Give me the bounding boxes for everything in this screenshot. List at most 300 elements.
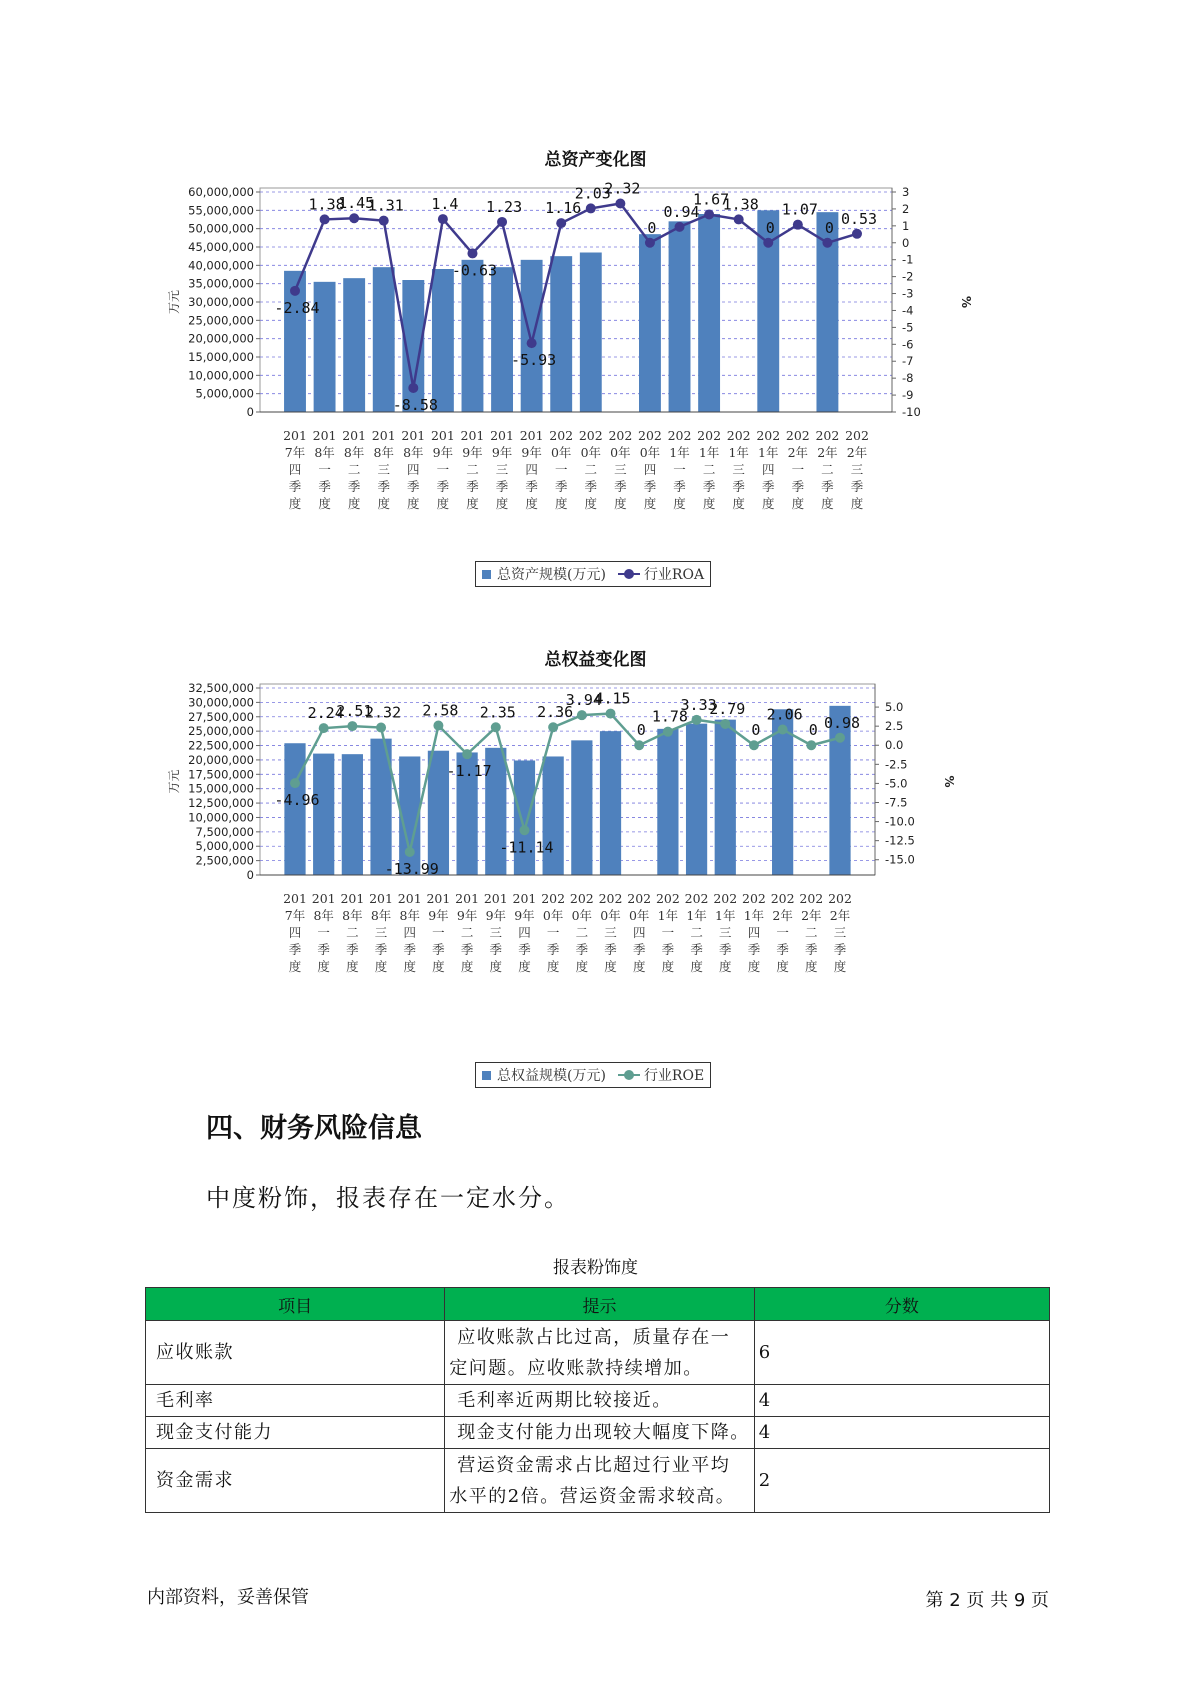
category-label-line: 季 xyxy=(546,942,560,957)
category-label-line: 季 xyxy=(436,479,450,494)
category-label-line: 201 xyxy=(283,428,307,443)
line-point xyxy=(793,220,803,230)
category-label-line: 三 xyxy=(850,462,864,477)
category-label-line: 度 xyxy=(288,959,302,974)
right-tick-label: -1 xyxy=(902,252,914,267)
category-label-line: 1年 xyxy=(743,908,765,923)
category-label-line: 度 xyxy=(584,496,598,511)
category-label-line: 季 xyxy=(805,942,818,957)
category-label-line: 8年 xyxy=(403,445,424,460)
data-label: 2.24 xyxy=(307,704,344,723)
bar xyxy=(432,269,454,412)
category-label-line: 季 xyxy=(604,942,617,957)
right-tick-label: -12.5 xyxy=(885,833,915,848)
right-tick-label: -8 xyxy=(902,371,914,386)
bar-swatch-icon xyxy=(482,570,491,579)
line-point xyxy=(704,210,714,220)
category-label xyxy=(727,428,751,511)
right-tick-label: 3 xyxy=(902,185,910,199)
data-label: 1.67 xyxy=(693,190,730,209)
left-tick-label: 60,000,000 xyxy=(188,185,254,199)
left-axis-title: 万元 xyxy=(167,289,181,315)
category-label-line: 202 xyxy=(655,891,680,906)
line-point xyxy=(852,229,862,239)
category-label-line: 度 xyxy=(377,496,390,511)
category-label-line: 三 xyxy=(833,925,847,940)
line-point xyxy=(763,238,773,248)
right-tick-label: 0.0 xyxy=(885,738,904,753)
category-label-line: 季 xyxy=(432,942,445,957)
data-label: 1.45 xyxy=(338,194,375,213)
total-assets-chart xyxy=(167,179,1040,560)
category-label-line: 度 xyxy=(747,959,761,974)
category-label-line: 度 xyxy=(690,959,703,974)
category-label xyxy=(845,428,869,511)
category-label-line: 季 xyxy=(643,479,657,494)
hint-cell xyxy=(445,1385,755,1417)
left-tick-label: 50,000,000 xyxy=(188,221,254,236)
footer-confidential: 内部资料，妥善保管 xyxy=(147,1587,309,1608)
category-label-line: 202 xyxy=(598,891,623,906)
category-label-line: 一 xyxy=(791,462,805,477)
category-label xyxy=(799,891,823,974)
category-label xyxy=(570,891,594,974)
score-cell: 6 xyxy=(754,1321,1049,1385)
category-label-line: 季 xyxy=(584,479,598,494)
line-point xyxy=(320,214,330,224)
line-point xyxy=(319,723,329,733)
category-label-line: 三 xyxy=(604,925,617,940)
category-label-line: 201 xyxy=(426,891,451,906)
category-label-line: 季 xyxy=(347,479,361,494)
category-label-line: 0年 xyxy=(610,445,631,460)
data-label: 2.03 xyxy=(574,184,611,203)
data-label: 0 xyxy=(824,218,834,237)
category-label-line: 季 xyxy=(495,479,509,494)
right-tick-label: 5.0 xyxy=(885,700,904,715)
category-label-line: 三 xyxy=(374,925,388,940)
category-label-line: 202 xyxy=(549,428,574,443)
table-row xyxy=(146,1385,1050,1417)
line-point xyxy=(749,740,759,750)
legend-line-label: 行业ROE xyxy=(643,1068,705,1084)
category-label-line: 四 xyxy=(288,925,302,940)
table-header-cell: 项目 xyxy=(146,1288,445,1321)
category-label-line: 9年 xyxy=(462,445,483,460)
bar xyxy=(600,731,621,875)
category-label-line: 1年 xyxy=(657,908,679,923)
category-label-line: 0年 xyxy=(580,445,602,460)
category-label-line: 度 xyxy=(821,496,834,511)
left-tick-label: 12,500,000 xyxy=(188,796,254,811)
right-tick-label: -7.5 xyxy=(885,795,908,810)
category-label xyxy=(541,891,565,974)
category-label-line: 202 xyxy=(627,891,652,906)
line-point xyxy=(822,238,832,248)
category-label-line: 季 xyxy=(288,942,302,957)
category-label xyxy=(372,428,396,511)
category-label-line: 202 xyxy=(756,428,781,443)
category-label-line: 度 xyxy=(604,959,617,974)
bar xyxy=(571,740,592,875)
category-label-line: 季 xyxy=(821,479,834,494)
category-label-line: 202 xyxy=(578,428,603,443)
category-label-line: 201 xyxy=(311,891,336,906)
category-label-line: 度 xyxy=(776,959,789,974)
right-tick-label: -3 xyxy=(902,286,914,301)
category-label xyxy=(484,891,508,974)
line-marker-icon xyxy=(618,569,640,579)
category-label-line: 一 xyxy=(673,462,686,477)
score-cell: 2 xyxy=(754,1449,1049,1513)
item-cell: 现金支付能力 xyxy=(146,1417,445,1449)
hint-cell xyxy=(445,1321,755,1385)
left-tick-label: 25,000,000 xyxy=(188,313,254,328)
left-tick-label: 10,000,000 xyxy=(188,368,254,383)
left-tick-label: 30,000,000 xyxy=(188,295,254,309)
line-point xyxy=(720,719,730,729)
chart1-legend xyxy=(475,561,711,587)
data-label: 1.4 xyxy=(431,195,459,214)
chart2-title: 总权益变化图 xyxy=(544,650,647,670)
bar xyxy=(715,720,736,875)
bar xyxy=(462,260,484,412)
line-point xyxy=(408,383,418,393)
category-label xyxy=(461,428,485,511)
right-tick-label: -6 xyxy=(902,337,914,352)
category-label-line: 202 xyxy=(608,428,633,443)
bar xyxy=(698,214,720,412)
table-header-cell: 分数 xyxy=(754,1288,1049,1321)
category-label-line: 度 xyxy=(762,496,775,511)
category-label-line: 度 xyxy=(436,496,450,511)
bar xyxy=(491,267,513,412)
line-point xyxy=(290,778,300,788)
line-point xyxy=(615,199,625,209)
category-label-line: 1年 xyxy=(728,445,749,460)
score-cell: 4 xyxy=(754,1385,1049,1417)
bar xyxy=(657,729,678,875)
data-label: 4.15 xyxy=(594,689,631,708)
line-point xyxy=(734,214,744,224)
category-label-line: 度 xyxy=(317,959,330,974)
category-label-line: 202 xyxy=(785,428,810,443)
category-label-line: 季 xyxy=(374,942,388,957)
category-label-line: 1年 xyxy=(715,908,736,923)
category-label xyxy=(490,428,514,511)
category-label-line: 201 xyxy=(490,428,514,443)
data-label: -1.17 xyxy=(446,762,492,781)
line-point xyxy=(497,217,507,227)
category-label-line: 季 xyxy=(632,942,646,957)
category-label-line: 度 xyxy=(575,959,589,974)
category-label-line: 度 xyxy=(850,496,864,511)
chart2-legend xyxy=(475,1062,711,1088)
line-marker-icon xyxy=(618,1070,640,1080)
category-label-line: 季 xyxy=(673,479,686,494)
total-equity-chart xyxy=(167,680,1040,1065)
data-label: 1.38 xyxy=(722,195,759,214)
category-label-line: 9年 xyxy=(428,908,449,923)
right-tick-label: -9 xyxy=(902,388,914,403)
category-label-line: 度 xyxy=(525,496,538,511)
hint-line: 营运资金需求占比超过行业平均 xyxy=(457,1454,731,1476)
category-label xyxy=(685,891,709,974)
data-label: -5.93 xyxy=(511,351,557,370)
category-label xyxy=(756,428,780,511)
category-label xyxy=(401,428,425,511)
category-label-line: 一 xyxy=(661,925,675,940)
section-paragraph: 中度粉饰，报表存在一定水分。 xyxy=(206,1184,570,1212)
category-label-line: 2年 xyxy=(817,445,838,460)
category-label-line: 季 xyxy=(702,479,716,494)
category-label-line: 季 xyxy=(288,479,302,494)
bar xyxy=(313,754,334,875)
category-label-line: 季 xyxy=(850,479,864,494)
category-label-line: 季 xyxy=(554,479,568,494)
right-tick-label: -7 xyxy=(902,354,914,369)
category-label xyxy=(815,428,839,511)
category-label-line: 度 xyxy=(791,496,805,511)
category-label xyxy=(313,428,337,511)
category-label-line: 二 xyxy=(346,925,359,940)
category-label-line: 季 xyxy=(407,479,420,494)
category-label-line: 0年 xyxy=(600,908,621,923)
data-label: 0 xyxy=(765,218,775,237)
data-label: 1.07 xyxy=(781,200,818,219)
left-tick-label: 45,000,000 xyxy=(188,240,254,254)
category-label-line: 0年 xyxy=(628,908,650,923)
category-label-line: 二 xyxy=(821,462,834,477)
category-label-line: 202 xyxy=(569,891,594,906)
category-label-line: 季 xyxy=(719,942,732,957)
category-label-line: 202 xyxy=(726,428,751,443)
left-tick-label: 35,000,000 xyxy=(188,276,254,291)
left-axis-title: 万元 xyxy=(167,769,181,794)
category-label-line: 季 xyxy=(762,479,775,494)
hint-line: 应收账款占比过高，质量存在一 xyxy=(457,1326,731,1348)
line-point xyxy=(347,721,357,731)
category-label-line: 度 xyxy=(489,959,503,974)
category-label-line: 1年 xyxy=(669,445,690,460)
category-label xyxy=(369,891,393,974)
bar xyxy=(521,260,543,412)
line-point xyxy=(663,727,673,737)
hint-cell xyxy=(445,1417,755,1449)
category-label xyxy=(283,428,307,511)
category-label xyxy=(828,891,852,974)
section-title: 四、财务风险信息 xyxy=(206,1113,422,1144)
category-label-line: 2年 xyxy=(801,908,822,923)
line-point xyxy=(519,825,529,835)
category-label-line: 季 xyxy=(747,942,761,957)
category-label-line: 0年 xyxy=(542,908,564,923)
left-tick-label: 15,000,000 xyxy=(188,781,254,796)
line-point xyxy=(586,203,596,213)
data-label: -8.58 xyxy=(392,395,438,414)
category-label-line: 201 xyxy=(455,891,480,906)
data-label: 0 xyxy=(751,721,761,740)
category-label-line: 四 xyxy=(525,462,538,477)
category-label-line: 201 xyxy=(342,428,367,443)
left-tick-label: 10,000,000 xyxy=(188,810,254,825)
category-label xyxy=(599,891,623,974)
category-label xyxy=(786,428,810,511)
data-label: 0 xyxy=(636,721,646,740)
category-label-line: 度 xyxy=(403,959,416,974)
category-label-line: 9年 xyxy=(521,445,542,460)
category-label-line: 季 xyxy=(833,942,847,957)
bar xyxy=(284,743,305,875)
legend-bar-label: 总资产规模(万元) xyxy=(497,567,606,583)
category-label-line: 三 xyxy=(495,462,509,477)
line-point xyxy=(491,722,501,732)
table-caption: 报表粉饰度 xyxy=(553,1258,638,1278)
category-label xyxy=(627,891,651,974)
category-label-line: 二 xyxy=(805,925,818,940)
line-point xyxy=(467,248,477,258)
category-label-line: 季 xyxy=(318,479,331,494)
left-tick-label: 0 xyxy=(246,405,254,419)
category-label-line: 2年 xyxy=(772,908,793,923)
category-label-line: 201 xyxy=(371,428,396,443)
right-tick-label: -10.0 xyxy=(885,814,915,829)
category-label xyxy=(520,428,544,511)
table-header-row xyxy=(146,1288,1050,1321)
item-cell: 应收账款 xyxy=(146,1321,445,1385)
right-tick-label: -2.5 xyxy=(885,757,908,772)
data-label: -2.84 xyxy=(274,298,320,317)
category-label-line: 201 xyxy=(340,891,365,906)
category-label-line: 201 xyxy=(369,891,393,906)
category-label xyxy=(742,891,766,974)
line-point xyxy=(645,238,655,248)
category-label-line: 202 xyxy=(638,428,662,443)
category-label-line: 度 xyxy=(460,959,474,974)
line-point xyxy=(462,749,472,759)
left-tick-label: 5,000,000 xyxy=(195,839,254,854)
category-label-line: 201 xyxy=(483,891,508,906)
line-point xyxy=(606,709,616,719)
line-point xyxy=(577,710,587,720)
category-label-line: 季 xyxy=(518,942,531,957)
category-label-line: 季 xyxy=(732,479,745,494)
hint-line: 现金支付能力出现较大幅度下降。 xyxy=(457,1422,750,1443)
category-label-line: 8年 xyxy=(373,445,394,460)
category-label-line: 度 xyxy=(673,496,686,511)
category-label-line: 201 xyxy=(312,428,337,443)
category-label-line: 0年 xyxy=(550,445,572,460)
category-label-line: 季 xyxy=(489,942,503,957)
category-label-line: 201 xyxy=(519,428,544,443)
hint-line: 水平的2倍。营运资金需求较高。 xyxy=(449,1485,736,1507)
category-label-line: 度 xyxy=(805,959,818,974)
category-label xyxy=(340,891,364,974)
line-point xyxy=(376,723,386,733)
line-point xyxy=(835,733,845,743)
category-label-line: 三 xyxy=(489,925,503,940)
data-label: 2.79 xyxy=(709,699,746,718)
category-label xyxy=(713,891,737,974)
category-label-line: 四 xyxy=(762,462,775,477)
right-tick-label: 2.5 xyxy=(885,719,904,734)
category-label-line: 度 xyxy=(318,496,331,511)
category-label-line: 季 xyxy=(575,942,589,957)
bar xyxy=(543,756,564,875)
data-label: 1.23 xyxy=(485,197,523,216)
category-label-line: 9年 xyxy=(491,445,513,460)
category-label-line: 度 xyxy=(661,959,675,974)
data-label: 0.53 xyxy=(840,209,878,228)
category-label-line: 9年 xyxy=(485,908,507,923)
bar xyxy=(342,754,363,875)
category-label-line: 一 xyxy=(546,925,560,940)
right-axis-title: % xyxy=(942,775,956,788)
category-label-line: 8年 xyxy=(399,908,420,923)
data-label: 1.16 xyxy=(545,199,582,218)
bar xyxy=(686,724,707,875)
category-label-line: 度 xyxy=(518,959,531,974)
data-label: 1.78 xyxy=(651,707,688,726)
category-label-line: 201 xyxy=(397,891,422,906)
data-label: 1.38 xyxy=(308,195,345,214)
right-tick-label: -5.0 xyxy=(885,776,908,791)
category-label xyxy=(638,428,662,511)
left-tick-label: 20,000,000 xyxy=(188,331,254,346)
table-row xyxy=(146,1449,1050,1513)
right-axis-title: % xyxy=(959,295,973,309)
line-point xyxy=(438,214,448,224)
legend-bar-label: 总权益规模(万元) xyxy=(497,1068,606,1084)
category-label-line: 二 xyxy=(347,462,361,477)
category-label-line: 201 xyxy=(401,428,426,443)
category-label-line: 1年 xyxy=(686,908,707,923)
category-label-line: 四 xyxy=(403,925,416,940)
category-label xyxy=(771,891,795,974)
category-label-line: 度 xyxy=(346,959,359,974)
category-label-line: 季 xyxy=(460,942,474,957)
right-tick-label: -5 xyxy=(902,320,914,335)
category-label-line: 2年 xyxy=(829,908,851,923)
category-label-line: 8年 xyxy=(370,908,392,923)
category-label-line: 度 xyxy=(732,496,745,511)
category-label-line: 202 xyxy=(541,891,566,906)
category-label-line: 季 xyxy=(525,479,538,494)
category-label-line: 度 xyxy=(643,496,657,511)
category-label-line: 二 xyxy=(460,925,474,940)
category-label-line: 度 xyxy=(719,959,732,974)
category-label-line: 三 xyxy=(377,462,390,477)
category-label-line: 0年 xyxy=(571,908,593,923)
category-label xyxy=(697,428,721,511)
category-label-line: 9年 xyxy=(514,908,535,923)
right-tick-label: 1 xyxy=(902,218,910,233)
bar xyxy=(639,234,661,412)
category-label xyxy=(513,891,537,974)
category-label xyxy=(426,891,450,974)
category-label-line: 202 xyxy=(828,891,852,906)
category-label-line: 季 xyxy=(791,479,805,494)
category-label-line: 201 xyxy=(512,891,537,906)
left-tick-label: 5,000,000 xyxy=(195,386,254,401)
data-label: 3.33 xyxy=(680,695,717,714)
score-cell: 4 xyxy=(754,1417,1049,1449)
left-tick-label: 0 xyxy=(246,868,254,882)
left-tick-label: 55,000,000 xyxy=(188,203,254,218)
data-label: -0.63 xyxy=(451,261,498,280)
data-label: -4.96 xyxy=(274,791,320,810)
line-point xyxy=(349,213,359,223)
